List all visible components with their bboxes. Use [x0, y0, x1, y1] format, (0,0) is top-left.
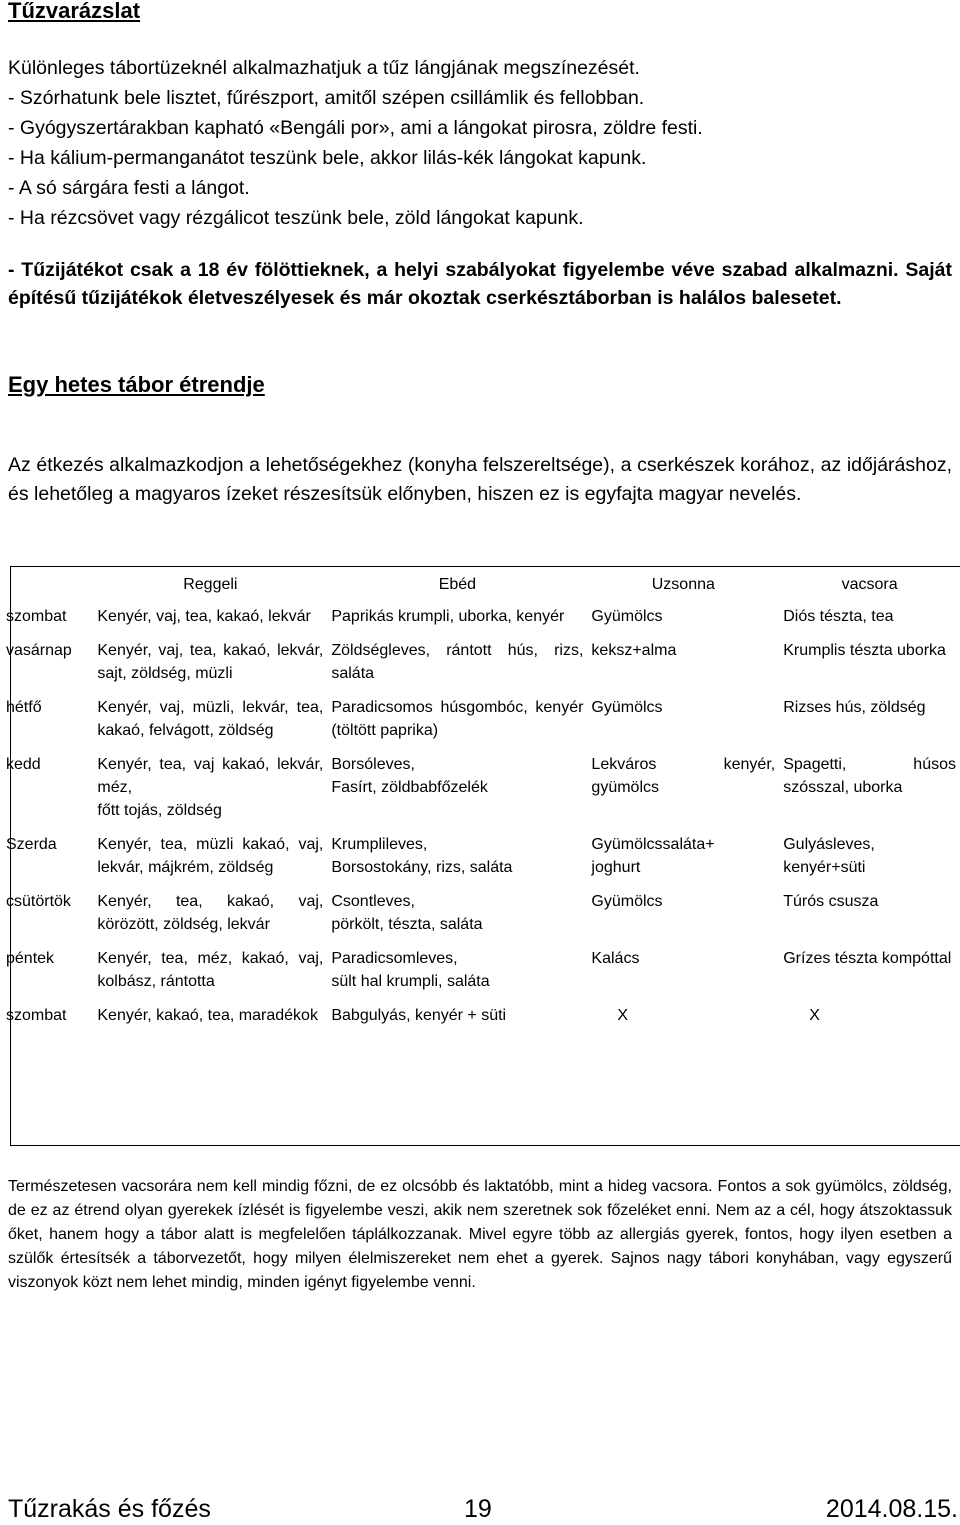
dinner-cell: Gulyásleves, kenyér+süti: [783, 836, 875, 876]
day-cell: péntek: [6, 950, 55, 967]
snack-cell: Gyümölcs: [591, 699, 663, 716]
closing-paragraph: Természetesen vacsorára nem kell mindig főzni, de ez olcsóbb és laktatóbb, mint a hideg vacsora. Fontos a sok gyümölcs, zöldség, de ez az étrend olyan gyerekek ízlését is figyelembe veszi, akik nem szeretnek sok főzeléket enni. Nem az a cél, hogy átszoktassuk őket, hanem hogy a tábor alatt is megfelelően táplálkozzanak. Mivel egyre több az allergiás gyerek, fontos, hogy ilyen esetben a szülők értesítsék a táborvezetőt, hogy milyen élelmiszereket nem ehet a gyerek. Sajnos nagy tábori konyhában, vagy egyszerű viszonyok közt nem lehet mindig, minden igényt figyelembe venni.: [8, 1178, 952, 1291]
header-breakfast: Reggeli: [183, 576, 238, 593]
lunch-line: Borsóleves,: [331, 756, 415, 773]
dinner-cell: Diós tészta, tea: [783, 608, 894, 625]
breakfast-cell: Kenyér, tea, müzli kakaó, vaj, lekvár, májkrém, zöldség: [97, 836, 324, 876]
menu-intro-paragraph: Az étkezés alkalmazkodjon a lehetőségekhez (konyha felszereltsége), a cserkészek korához, az időjáráshoz, és lehetőleg a magyaros ízeket részesítsük előnyben, hiszen ez is egyfajta magyar nevelés.: [8, 454, 952, 505]
day-cell: vasárnap: [6, 642, 72, 659]
fire-coloring-list: [8, 53, 952, 233]
table-row: [2, 947, 960, 1004]
snack-cell: Gyümölcs: [591, 608, 663, 625]
day-cell: szombat: [6, 1007, 67, 1024]
fireworks-warning: - Tűzijátékot csak a 18 év fölöttieknek, a helyi szabályokat figyelembe véve szabad alkalmazni. Saját építésű tűzijátékok életveszélyesek és már okoztak cserkésztáborban is halálos balesetet.: [8, 259, 952, 309]
fire-line: - A só sárgára festi a lángot.: [8, 177, 250, 199]
snack-cell: Kalács: [591, 950, 640, 967]
day-cell: hétfő: [6, 699, 42, 716]
dinner-cell: Spagetti, húsos szósszal, uborka: [783, 756, 956, 796]
table-row: [2, 890, 960, 947]
breakfast-cell: Kenyér, kakaó, tea, maradékok: [97, 1007, 318, 1024]
lunch-cell: [327, 947, 587, 1004]
breakfast-cell: [93, 753, 327, 833]
lunch-line: Borsostokány, rizs, saláta: [331, 859, 513, 876]
fire-line: - Ha kálium-permanganátot teszünk bele, akkor lilás-kék lángokat kapunk.: [8, 147, 647, 169]
lunch-cell: Babgulyás, kenyér + süti: [331, 1007, 507, 1024]
snack-cell: keksz+alma: [591, 642, 677, 659]
lunch-cell: Zöldségleves, rántott hús, rizs, saláta: [331, 642, 584, 682]
table-row: [2, 753, 960, 833]
lunch-cell: Paradicsomos húsgombóc, kenyér (töltött paprika): [331, 699, 584, 739]
section-title-fire-magic: Tűzvarázslat: [8, 0, 141, 23]
weekly-menu-table: [2, 566, 960, 1038]
lunch-line: Krumplileves,: [331, 836, 428, 853]
snack-cell: [587, 1004, 779, 1038]
snack-x: X: [617, 1007, 629, 1024]
page-number: 19: [464, 1495, 492, 1523]
dinner-x: X: [809, 1007, 820, 1024]
breakfast-cell: Kenyér, tea, kakaó, vaj, körözött, zöldség, lekvár: [97, 893, 324, 933]
breakfast-cell: Kenyér, vaj, müzli, lekvár, tea, kakaó, felvágott, zöldség: [97, 699, 324, 739]
snack-cell: Lekváros kenyér, gyümölcs: [591, 756, 776, 796]
breakfast-cell: Kenyér, vaj, tea, kakaó, lekvár, sajt, zöldség, müzli: [97, 642, 324, 682]
lunch-cell: [327, 833, 587, 890]
header-day: [2, 566, 93, 605]
table-row: [2, 1004, 960, 1038]
table-row: [2, 833, 960, 890]
snack-cell: Gyümölcs: [591, 893, 663, 910]
footer-title: Tűzrakás és főzés: [8, 1495, 211, 1523]
day-cell: szombat: [6, 608, 67, 625]
fire-line: - Szórhatunk bele lisztet, fűrészport, amitől szépen csillámlik és fellobban.: [8, 87, 645, 109]
breakfast-line: főtt tojás, zöldség: [97, 802, 222, 819]
dinner-cell: Rizses hús, zöldség: [783, 699, 926, 716]
lunch-line: sült hal krumpli, saláta: [331, 973, 490, 990]
lunch-line: Paradicsomleves,: [331, 950, 458, 967]
table-row: [2, 696, 960, 753]
day-cell: csütörtök: [6, 893, 71, 910]
lunch-line: Csontleves,: [331, 893, 415, 910]
lunch-cell: [327, 890, 587, 947]
breakfast-cell: Kenyér, vaj, tea, kakaó, lekvár: [97, 608, 311, 625]
header-snack: Uzsonna: [651, 576, 715, 593]
day-cell: Szerda: [6, 836, 57, 853]
table-header-row: [2, 566, 960, 605]
breakfast-line: Kenyér, tea, vaj kakaó, lekvár, méz,: [97, 756, 324, 796]
snack-line: Gyümölcssaláta+: [591, 836, 715, 853]
table-row: [2, 639, 960, 696]
day-cell: kedd: [6, 756, 41, 773]
breakfast-cell: Kenyér, tea, méz, kakaó, vaj, kolbász, rántotta: [97, 950, 324, 990]
dinner-cell: Túrós csusza: [783, 893, 879, 910]
lunch-line: pörkölt, tészta, saláta: [331, 916, 483, 933]
lunch-cell: Paprikás krumpli, uborka, kenyér: [331, 608, 565, 625]
fire-line: - Ha rézcsövet vagy rézgálicot teszünk bele, zöld lángokat kapunk.: [8, 207, 584, 229]
dinner-cell: Grízes tészta kompóttal: [783, 950, 952, 967]
page-footer: [8, 1493, 958, 1525]
fire-line: - Gyógyszertárakban kapható «Bengáli por», ami a lángokat pirosra, zöldre festi.: [8, 117, 703, 139]
table-row: [2, 605, 960, 639]
header-lunch: Ebéd: [438, 576, 477, 593]
header-dinner: vacsora: [841, 576, 898, 593]
snack-cell: [587, 833, 779, 890]
lunch-cell: [327, 753, 587, 833]
lunch-line: Fasírt, zöldbabfőzelék: [331, 779, 488, 796]
dinner-cell: Krumplis tészta uborka: [783, 642, 946, 659]
dinner-cell: [779, 1004, 960, 1038]
footer-date: 2014.08.15.: [825, 1495, 958, 1523]
snack-line: joghurt: [591, 859, 641, 876]
section-title-weekly-menu: Egy hetes tábor étrendje: [8, 372, 265, 397]
fire-line: Különleges tábortüzeknél alkalmazhatjuk a tűz lángjának megszínezését.: [8, 57, 640, 79]
